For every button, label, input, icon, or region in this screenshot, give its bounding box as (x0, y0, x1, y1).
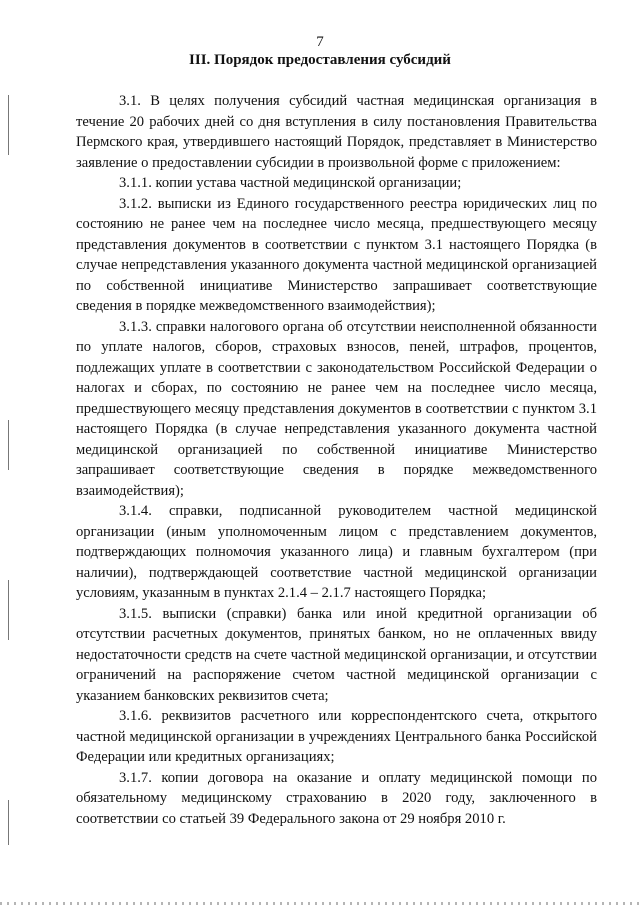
section-title: III. Порядок предоставления субсидий (189, 52, 451, 68)
paragraph-3-1-7: 3.1.7. копии договора на оказание и оплату медицинской помощи по обязательному медицинскому страхованию в 2020 году, заключенного в соответствии со статьей 39 Федерального закона от 29 ноября 2010 г. (76, 769, 597, 827)
paragraph-3-1-2: 3.1.2. выписки из Единого государственного реестра юридических лиц по состоянию не ранее чем на последнее число месяца, предшествующего месяцу представления документов в соответствии с пунктом 3.1 настоящего Порядка (в случае непредставления указанного документа частной медицинской организацией по собственной инициативе Министерство запрашивает соответствующие сведения в порядке межведомственного взаимодействия); (76, 195, 597, 314)
scan-edge-mark (8, 580, 9, 640)
paragraph-3-1: 3.1. В целях получения субсидий частная медицинская организация в течение 20 рабочих дней со дня вступления в силу постановления Правительства Пермского края, утвердившего настоящий Порядок, представляет в Министерство заявление о предоставлении субсидии в произвольной форме с приложением: (76, 93, 597, 171)
paragraph-3-1-4: 3.1.4. справки, подписанной руководителем частной медицинской организации (иным уполномоченным лицом с представлением документов, подтверждающих полномочия указанного лица) и главным бухгалтером (при наличии), подтверждающей соответствие частной медицинской организации условиям, указанным в пунктах 2.1.4 – 2.1.7 настоящего Порядка; (76, 503, 597, 601)
page-number: 7 (316, 34, 324, 50)
scan-edge-mark (8, 420, 9, 470)
paragraph-3-1-5: 3.1.5. выписки (справки) банка или иной кредитной организации об отсутствии расчетных документов, принятых банком, но не оплаченных ввиду недостаточности средств на счете частной медицинской организации, и отсутствии ограничений на распоряжение счетом частной медицинской организации с указанием банковских реквизитов счета; (76, 605, 597, 704)
scan-edge-mark (8, 800, 9, 845)
paragraph-3-1-6: 3.1.6. реквизитов расчетного или корреспондентского счета, открытого частной медицинской организации в учреждениях Центрального банка Российской Федерации или кредитных организациях; (76, 708, 597, 765)
paragraph-3-1-1: 3.1.1. копии устава частной медицинской организации; (119, 175, 462, 191)
document-body (76, 91, 597, 829)
scan-edge-mark (8, 95, 9, 155)
paragraph-3-1-3: 3.1.3. справки налогового органа об отсутствии неисполненной обязанности по уплате налогов, сборов, страховых взносов, пеней, штрафов, процентов, подлежащих уплате в соответствии с законодательством Российской Федерации о налогах и сборах, по состоянию не ранее чем на последнее число месяца, предшествующего месяцу представления документов в соответствии с пунктом 3.1 настоящего Порядка (в случае непредставления указанного документа частной медицинской организацией по собственной инициативе Министерство запрашивает соответствующие сведения в порядке межведомственного взаимодействия); (76, 318, 597, 499)
